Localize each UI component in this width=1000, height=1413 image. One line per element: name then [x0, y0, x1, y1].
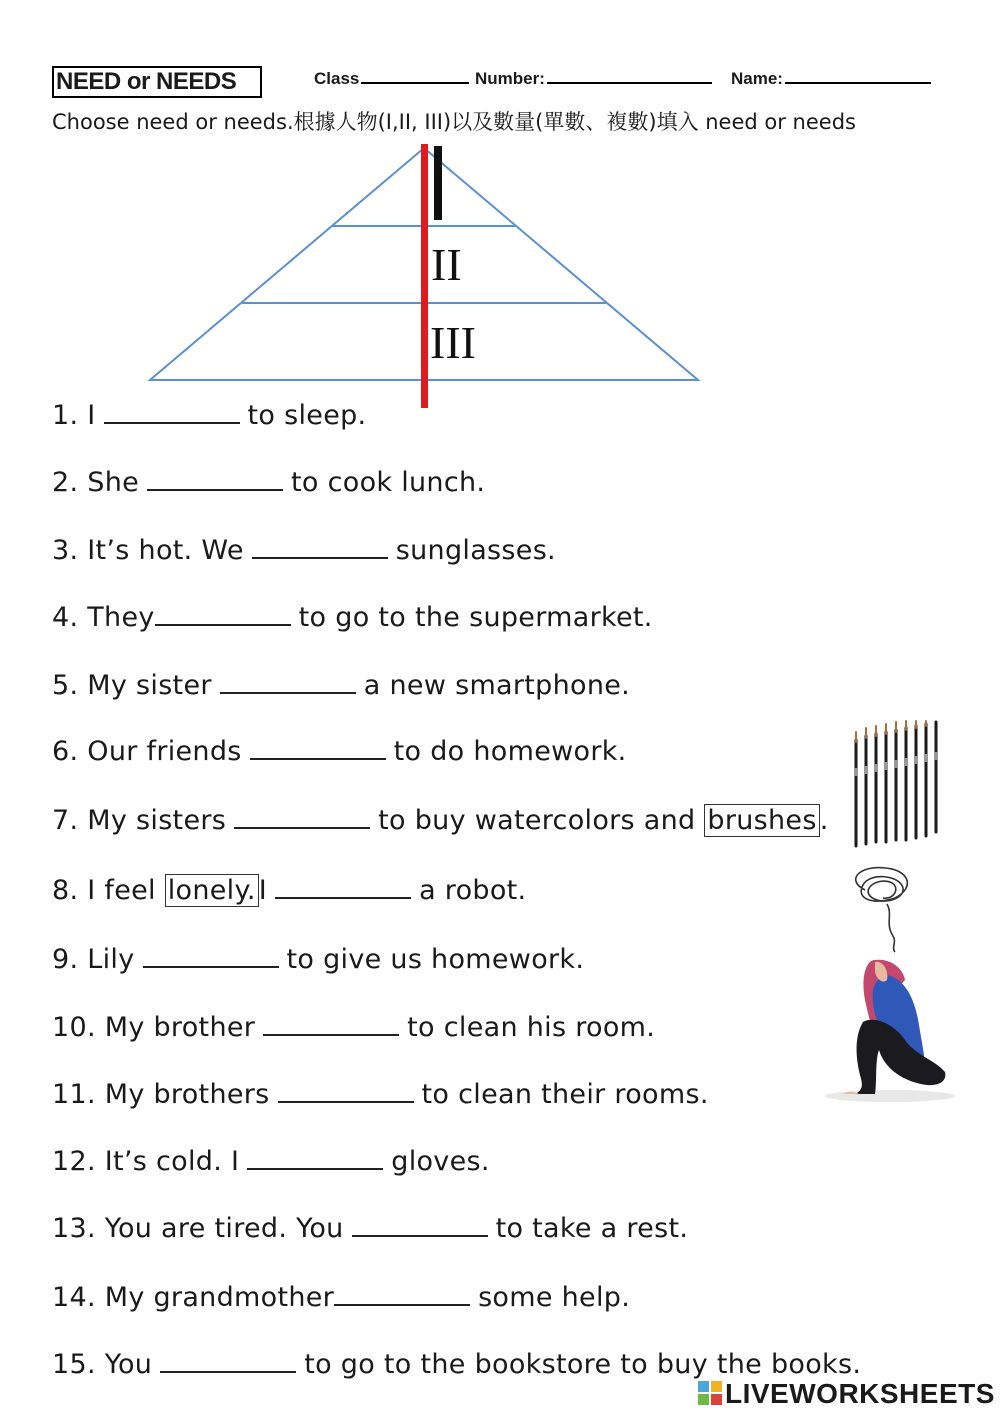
boxed-word-lonely: lonely.: [165, 874, 259, 907]
question-12: 12. It’s cold. I gloves.: [52, 1146, 490, 1177]
answer-blank-6[interactable]: [250, 736, 386, 760]
red-divider-bar: [421, 144, 428, 408]
question-13: 13. You are tired. You to take a rest.: [52, 1213, 689, 1244]
answer-blank-10[interactable]: [263, 1012, 399, 1036]
question-14: 14. My grandmother some help.: [52, 1282, 631, 1313]
answer-blank-2[interactable]: [147, 467, 283, 491]
number-blank[interactable]: [547, 68, 712, 84]
answer-blank-12[interactable]: [247, 1146, 383, 1170]
instruction-text: Choose need or needs.根據人物(I,II, III)以及數量(單數、複數)填入 need or needs: [52, 110, 856, 134]
answer-blank-15[interactable]: [160, 1349, 296, 1373]
lonely-girl-image: [815, 860, 955, 1105]
question-7: 7. My sisters to buy watercolors and brushes .: [52, 805, 829, 836]
answer-blank-14[interactable]: [334, 1282, 470, 1306]
answer-blank-1[interactable]: [104, 400, 240, 424]
class-field: [314, 68, 469, 89]
class-blank[interactable]: [361, 68, 469, 84]
question-5: 5. My sister a new smartphone.: [52, 670, 631, 701]
question-6: 6. Our friends to do homework.: [52, 736, 627, 767]
name-label: Name:: [731, 69, 783, 88]
answer-blank-11[interactable]: [278, 1079, 414, 1103]
question-15: 15. You to go to the bookstore to buy the books.: [52, 1349, 862, 1380]
class-label: Class: [314, 69, 360, 88]
question-4: 4. They to go to the supermarket.: [52, 602, 653, 633]
pyramid-diagram: [140, 138, 710, 413]
question-11: 11. My brothers to clean their rooms.: [52, 1079, 709, 1110]
boxed-word-brushes: brushes: [704, 804, 819, 837]
tangled-thoughts-scribble: [856, 868, 908, 902]
answer-blank-8[interactable]: [275, 875, 411, 899]
answer-blank-5[interactable]: [220, 670, 356, 694]
answer-blank-7[interactable]: [234, 805, 370, 829]
answer-blank-3[interactable]: [252, 535, 388, 559]
answer-blank-4[interactable]: [155, 602, 291, 626]
name-field: [731, 68, 931, 89]
watermark-text: LIVEWORKSHEETS: [725, 1378, 995, 1409]
liveworksheets-watermark: [697, 1378, 995, 1410]
pyramid-level-3: III: [430, 317, 476, 368]
answer-blank-9[interactable]: [143, 944, 279, 968]
roman-one-mark: [434, 146, 442, 220]
pyramid-level-2: II: [431, 239, 462, 290]
liveworksheets-logo-icon: [697, 1380, 723, 1406]
question-1: 1. I to sleep.: [52, 400, 367, 431]
question-8: 8. I feel lonely. I a robot.: [52, 875, 527, 906]
paintbrushes-image: [848, 720, 943, 850]
question-10: 10. My brother to clean his room.: [52, 1012, 656, 1043]
number-field: [475, 68, 712, 89]
question-2: 2. She to cook lunch.: [52, 467, 486, 498]
number-label: Number:: [475, 69, 545, 88]
name-blank[interactable]: [785, 68, 931, 84]
question-9: 9. Lily to give us homework.: [52, 944, 585, 975]
worksheet-title: NEED or NEEDS: [52, 66, 262, 98]
question-3: 3. It’s hot. We sunglasses.: [52, 535, 556, 566]
answer-blank-13[interactable]: [352, 1213, 488, 1237]
